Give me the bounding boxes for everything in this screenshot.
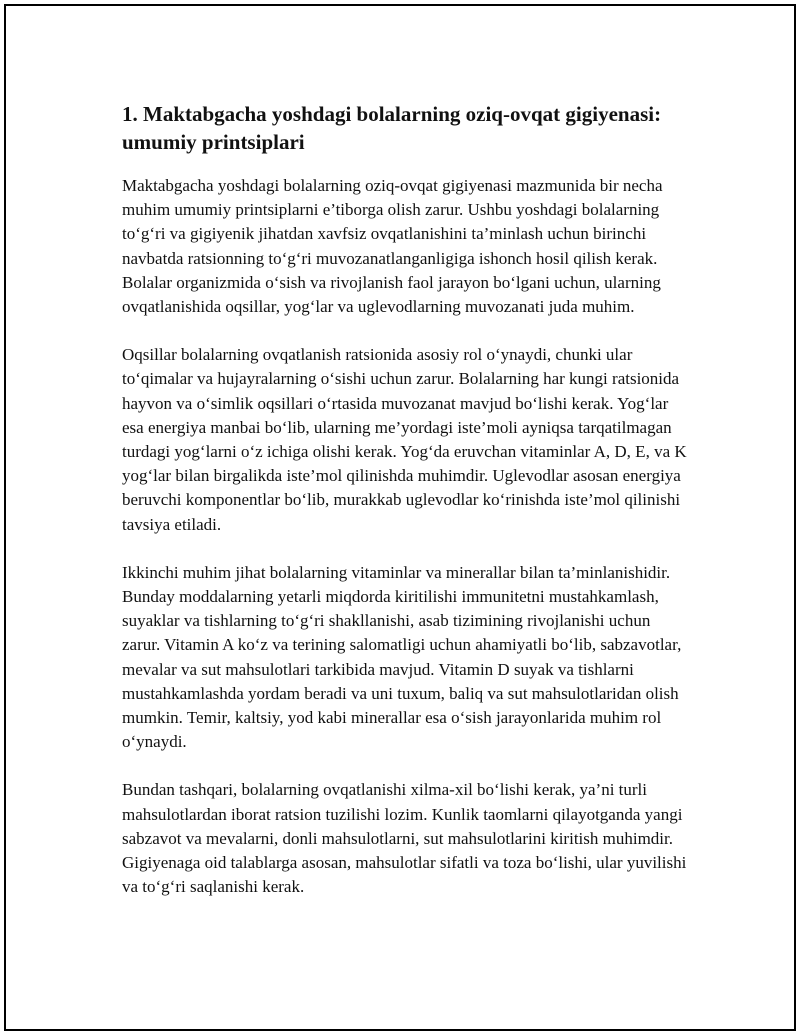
- paragraph-1: Maktabgacha yoshdagi bolalarning oziq-ovqat gigiyenasi mazmunida bir necha muhim umumiy printsiplarni e’tiborga olish zarur. Ushbu yoshdagi bolalarning to‘g‘ri va gigiyenik jihatdan xavfsiz ovqatlanishini ta’minlash uchun birinchi navbatda ratsionning to‘g‘ri muvozanatlanganligiga ishonch hosil qilish kerak. Bolalar organizmida o‘sish va rivojlanish faol jarayon bo‘lgani uchun, ularning ovqatlanishida oqsillar, yog‘lar va uglevodlarning muvozanati juda muhim.: [122, 176, 663, 317]
- paragraph-3: Ikkinchi muhim jihat bolalarning vitaminlar va minerallar bilan ta’minlanishidir. Bunday moddalarning yetarli miqdorda kiritilishi immunitetni mustahkamlash, suyaklar va tishlarning to‘g‘ri shakllanishi, asab tizimining rivojlanishi uchun zarur. Vitamin A ko‘z va terining salomatligi uchun ahamiyatli bo‘lib, sabzavotlar, mevalar va sut mahsulotlari tarkibida mavjud. Vitamin D suyak va tishlarni mustahkamlashda yordam beradi va uni tuxum, baliq va sut mahsulotlaridan olish mumkin. Temir, kaltsiy, yod kabi minerallar esa o‘sish jarayonlarida muhim rol o‘ynaydi.: [122, 562, 682, 752]
- document-body: [122, 100, 692, 923]
- page-frame: [4, 4, 796, 1031]
- paragraph-2: Oqsillar bolalarning ovqatlanish ratsionida asosiy rol o‘ynaydi, chunki ular to‘qimalar va hujayralarning o‘sishi uchun zarur. Bolalarning har kungi ratsionida hayvon va o‘simlik oqsillari o‘rtasida muvozanat mavjud bo‘lishi kerak. Yog‘lar esa energiya manbai bo‘lib, ularning me’yordagi iste’moli ayniqsa tarqatilmagan turdagi yog‘larni o‘z ichiga olishi kerak. Yog‘da eruvchan vitaminlar A, D, E, va K yog‘lar bilan birgalikda iste’mol qilinishda muhimdir. Uglevodlar asosan energiya beruvchi komponentlar bo‘lib, murakkab uglevodlar ko‘rinishda iste’mol qilinishi tavsiya etiladi.: [122, 345, 687, 534]
- paragraph-4: Bundan tashqari, bolalarning ovqatlanishi xilma-xil bo‘lishi kerak, ya’ni turli mahsulotlardan iborat ratsion tuzilishi lozim. Kunlik taomlarni qilayotganda yangi sabzavot va mevalarni, donli mahsulotlarni, sut mahsulotlarini kiritish muhimdir. Gigiyenaga oid talablarga asosan, mahsulotlar sifatli va toza bo‘lishi, ular yuvilishi va to‘g‘ri saqlanishi kerak.: [122, 780, 687, 897]
- section-heading: 1. Maktabgacha yoshdagi bolalarning oziq-ovqat gigiyenasi: umumiy printsiplari: [122, 102, 662, 154]
